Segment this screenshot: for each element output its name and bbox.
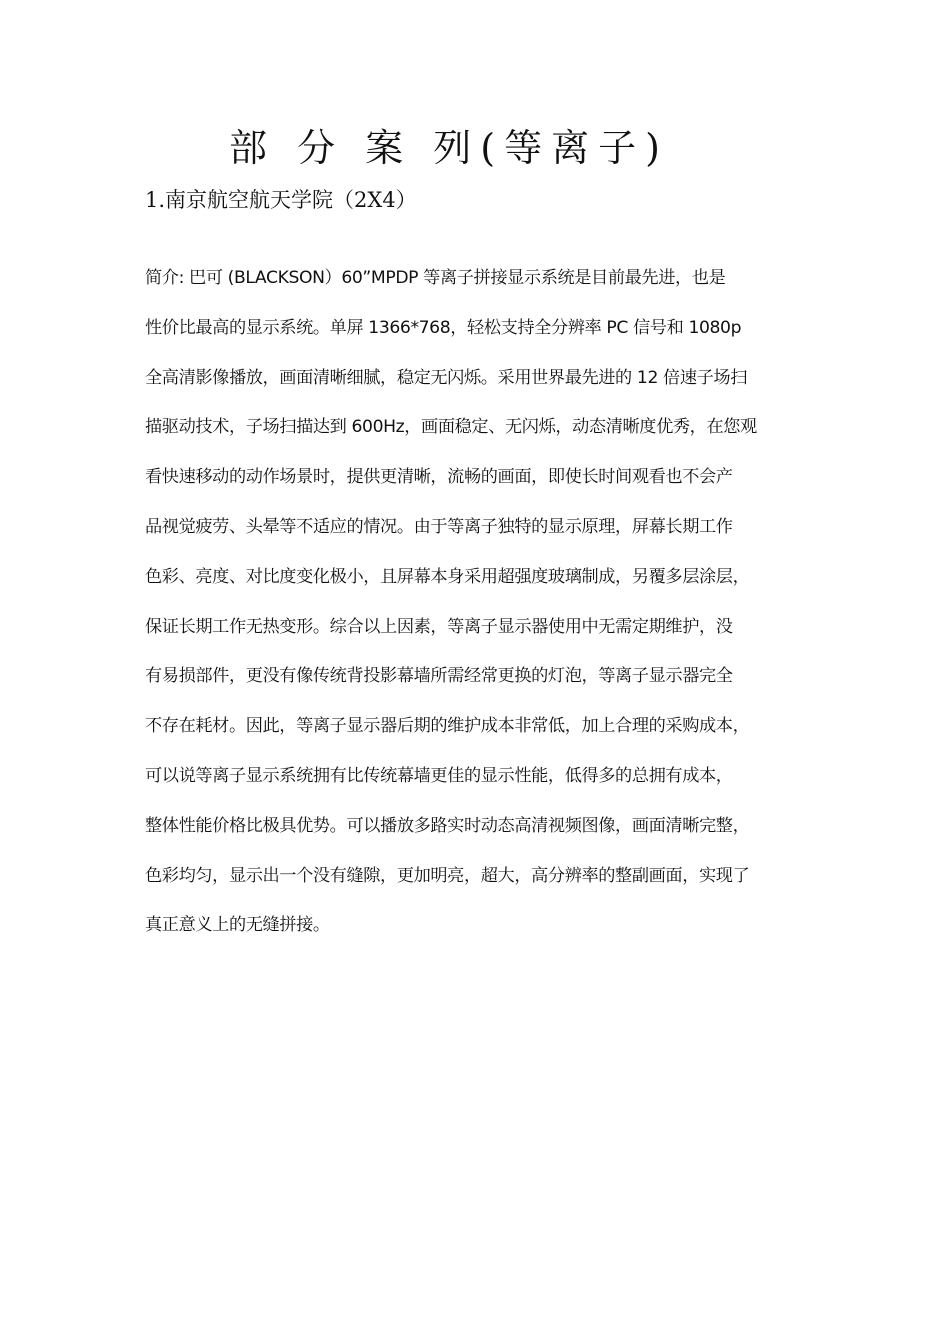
paragraph-line: 色彩均匀，显示出一个没有缝隙，更加明亮，超大，高分辨率的整副画面，实现了 [145, 865, 750, 886]
paragraph-line: 整体性能价格比极具优势。可以播放多路实时动态高清视频图像，画面清晰完整， [145, 815, 750, 836]
paragraph-line: 保证长期工作无热变形。综合以上因素，等离子显示器使用中无需定期维护，没 [145, 616, 733, 637]
page-title: 部 分 案 列(等离子) [229, 126, 669, 170]
paragraph-line: 简介: 巴可 (BLACKSON）60”MPDP 等离子拼接显示系统是目前最先进，也是 [145, 268, 726, 288]
paragraph-line: 真正意义上的无缝拼接。 [145, 915, 330, 936]
case-heading: 1.南京航空航天学院（2X4） [145, 188, 417, 212]
paragraph-line: 有易损部件，更没有像传统背投影幕墙所需经常更换的灯泡，等离子显示器完全 [145, 666, 733, 687]
paragraph-line: 色彩、亮度、对比度变化极小，且屏幕本身采用超强度玻璃制成，另覆多层涂层， [145, 566, 750, 587]
paragraph-line: 不存在耗材。因此，等离子显示器后期的维护成本非常低，加上合理的采购成本， [145, 716, 750, 737]
paragraph-line: 全高清影像播放，画面清晰细腻，稳定无闪烁。采用世界最先进的 12 倍速子场扫 [145, 367, 747, 388]
paragraph-line: 可以说等离子显示系统拥有比传统幕墙更佳的显示性能，低得多的总拥有成本， [145, 765, 733, 786]
paragraph-line: 看快速移动的动作场景时，提供更清晰，流畅的画面，即使长时间观看也不会产 [145, 467, 733, 488]
intro-paragraph [145, 254, 825, 951]
paragraph-line: 品视觉疲劳、头晕等不适应的情况。由于等离子独特的显示原理，屏幕长期工作 [145, 516, 733, 537]
paragraph-line: 性价比最高的显示系统。单屏 1366*768，轻松支持全分辨率 PC 信号和 1080p [145, 317, 742, 338]
paragraph-line: 描驱动技术，子场扫描达到 600Hz，画面稳定、无闪烁，动态清晰度优秀，在您观 [145, 417, 757, 438]
